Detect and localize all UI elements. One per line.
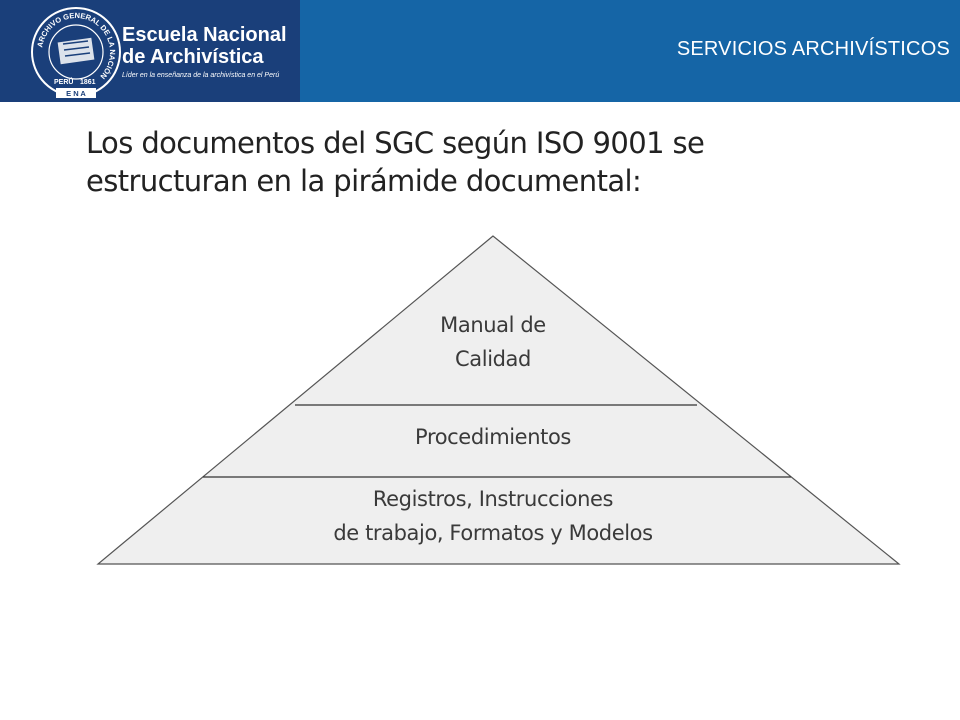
tier-quality-manual-line1: Manual de (440, 313, 546, 337)
pyramid-tier-records (223, 482, 763, 550)
tier-procedures-line1: Procedimientos (415, 425, 571, 449)
tier-records-line1: Registros, Instrucciones (372, 487, 614, 511)
slide-heading-line2: estructuran en la pirámide documental: (86, 164, 642, 198)
tier-quality-manual-line2: Calidad (455, 347, 531, 371)
institution-name-line2: de Archivística (122, 46, 264, 68)
seal-ring-text: ARCHIVO GENERAL DE LA NACIÓN (35, 10, 118, 81)
pyramid-tier-quality-manual (393, 308, 593, 376)
seal-country: PERÚ (54, 79, 74, 86)
seal-acronym: E N A (66, 89, 86, 98)
slide-heading-line1: Los documentos del SGC según ISO 9001 se (86, 126, 705, 160)
tier-records-line2: de trabajo, Formatos y Modelos (333, 521, 653, 545)
institution-tagline: Líder en la enseñanza de la archivística en el Perú (122, 72, 280, 79)
pyramid-tier-procedures (343, 420, 643, 454)
institution-name-line1: Escuela Nacional (122, 24, 287, 46)
seal-year: 1861 (80, 79, 96, 86)
section-title: SERVICIOS ARCHIVÍSTICOS (676, 38, 950, 60)
